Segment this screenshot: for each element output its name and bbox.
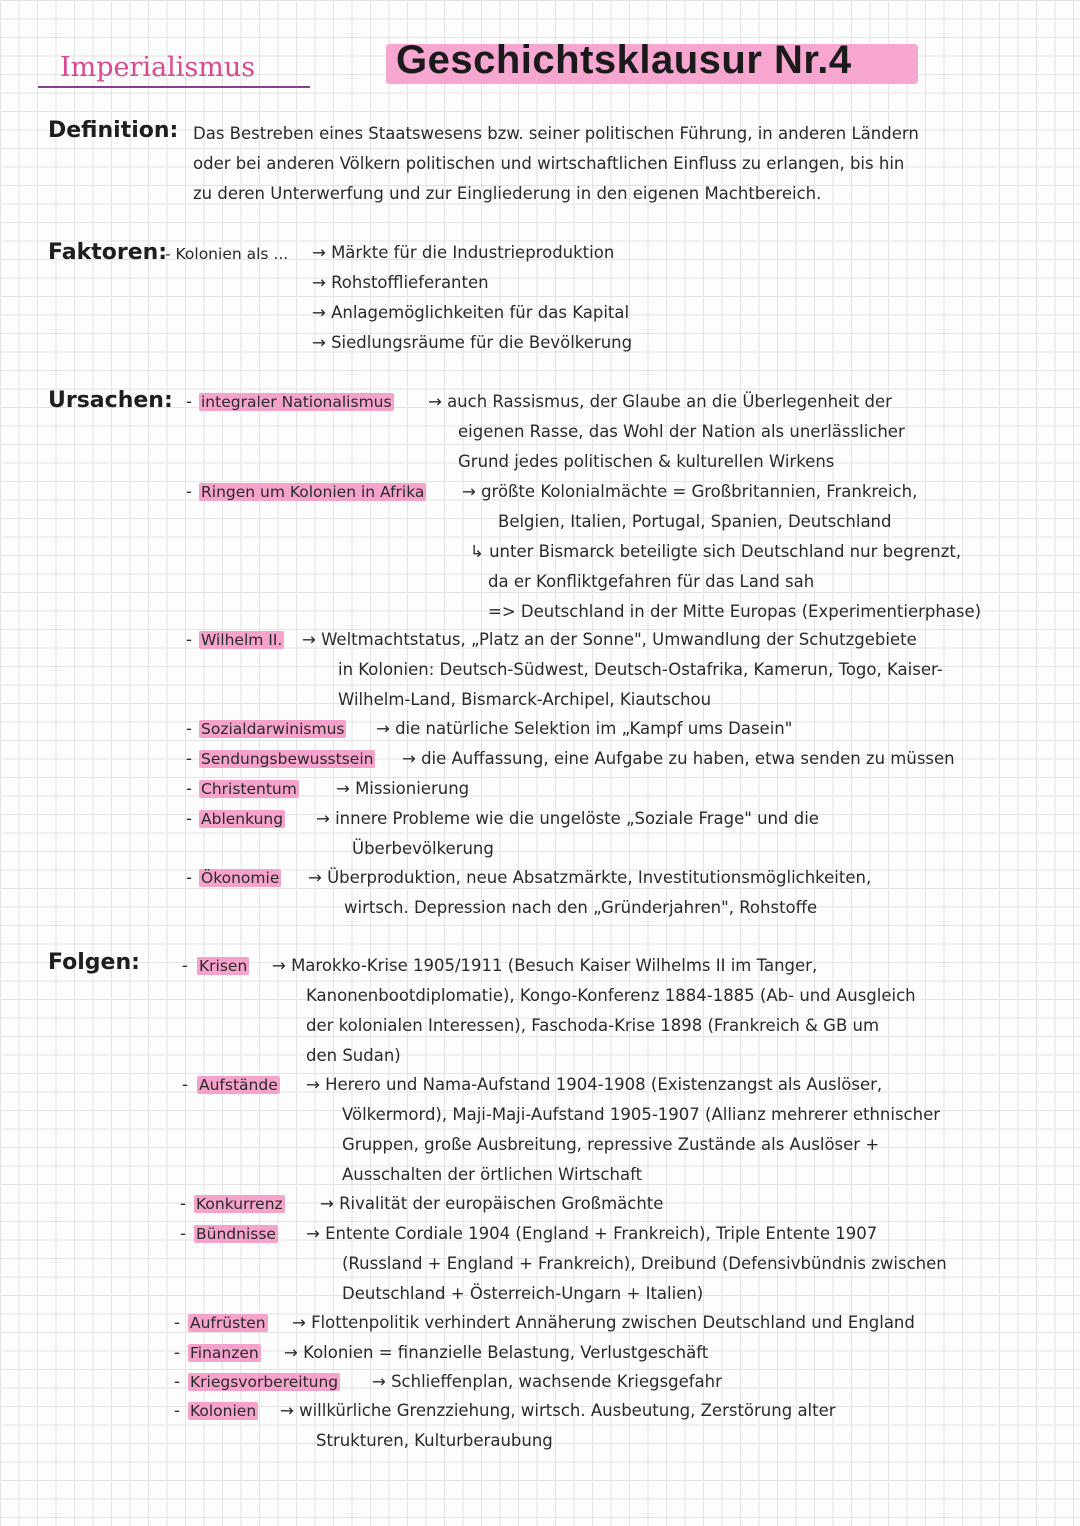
cause-line: → innere Probleme wie die ungelöste „Soziale Frage" und die [316,809,819,828]
cause-line: → die Auffassung, eine Aufgabe zu haben, etwa senden zu müssen [402,749,955,768]
list-dash: - [174,1313,180,1332]
cause-line: Belgien, Italien, Portugal, Spanien, Deutschland [498,512,892,531]
term-finanzen: Finanzen [190,1344,259,1362]
cause-line: Grund jedes politischen & kulturellen Wirkens [458,452,835,471]
list-dash: - [186,868,192,887]
consequence-line: → Kolonien = finanzielle Belastung, Verlustgeschäft [284,1343,709,1362]
term-konkurrenz: Konkurrenz [196,1195,283,1213]
cause-line: → Weltmachtstatus, „Platz an der Sonne", Umwandlung der Schutzgebiete [302,630,917,649]
faktoren-intro: - Kolonien als ... [165,245,289,263]
list-dash: - [186,809,192,828]
term-afrika: Ringen um Kolonien in Afrika [201,483,425,501]
consequence-line: → Entente Cordiale 1904 (England + Frankreich), Triple Entente 1907 [306,1224,878,1243]
term-oekonomie: Ökonomie [201,869,280,887]
consequence-line: Strukturen, Kulturberaubung [316,1431,553,1450]
folgen-label: Folgen: [48,950,140,975]
list-dash: - [174,1343,180,1362]
faktoren-item: → Anlagemöglichkeiten für das Kapital [312,303,630,322]
list-dash: - [186,749,192,768]
definition-line: Das Bestreben eines Staatswesens bzw. seiner politischen Führung, in anderen Ländern [193,124,919,143]
consequence-line: (Russland + England + Frankreich), Dreibund (Defensivbündnis zwischen [342,1254,947,1273]
term-aufruesten: Aufrüsten [190,1314,266,1332]
consequence-line: → willkürliche Grenzziehung, wirtsch. Ausbeutung, Zerstörung alter [280,1401,836,1420]
term-kriegsvorbereitung: Kriegsvorbereitung [190,1373,339,1391]
list-dash: - [186,392,192,411]
cause-line: da er Konfliktgefahren für das Land sah [488,572,815,591]
term-sozialdarwinismus: Sozialdarwinismus [201,720,345,738]
faktoren-item: → Rohstofflieferanten [312,273,489,292]
term-kolonien: Kolonien [190,1402,257,1420]
faktoren-item: → Märkte für die Industrieproduktion [312,243,615,262]
term-buendnisse: Bündnisse [196,1225,276,1243]
cause-line: Überbevölkerung [352,839,494,858]
consequence-line: Völkermord), Maji-Maji-Aufstand 1905-1907 (Allianz mehrerer ethnischer [342,1105,941,1124]
consequence-line: → Herero und Nama-Aufstand 1904-1908 (Existenzangst als Auslöser, [306,1075,883,1094]
faktoren-item: → Siedlungsräume für die Bevölkerung [312,333,633,352]
cause-line: wirtsch. Depression nach den „Gründerjahren", Rohstoffe [344,898,818,917]
definition-line: zu deren Unterwerfung und zur Eingliederung in den eigenen Machtbereich. [193,184,822,203]
consequence-line: → Flottenpolitik verhindert Annäherung zwischen Deutschland und England [292,1313,915,1332]
term-sendungsbewusstsein: Sendungsbewusstsein [201,750,374,768]
list-dash: - [174,1401,180,1420]
term-krisen: Krisen [199,957,248,975]
list-dash: - [186,779,192,798]
consequence-line: → Marokko-Krise 1905/1911 (Besuch Kaiser Wilhelms II im Tanger, [272,956,818,975]
definition-line: oder bei anderen Völkern politischen und wirtschaftlichen Einfluss zu erlangen, bis hin [193,154,905,173]
cause-line: → Überproduktion, neue Absatzmärkte, Investitutionsmöglichkeiten, [308,868,872,887]
cause-line: → Missionierung [336,779,470,798]
cause-line: → die natürliche Selektion im „Kampf ums Dasein" [376,719,793,738]
page-title: Geschichtsklausur Nr.4 [396,38,852,82]
definition-label: Definition: [48,118,179,143]
list-dash: - [180,1194,186,1213]
cause-line: in Kolonien: Deutsch-Südwest, Deutsch-Ostafrika, Kamerun, Togo, Kaiser- [338,660,943,679]
topic-heading: Imperialismus [60,52,256,83]
ursachen-label: Ursachen: [48,388,173,413]
consequence-line: Kanonenbootdiplomatie), Kongo-Konferenz 1884-1885 (Ab- und Ausgleich [306,986,916,1005]
list-dash: - [186,482,192,501]
list-dash: - [174,1372,180,1391]
cause-line: => Deutschland in der Mitte Europas (Experimentierphase) [488,602,982,621]
consequence-line: Ausschalten der örtlichen Wirtschaft [342,1165,643,1184]
list-dash: - [180,1224,186,1243]
list-dash: - [182,1075,188,1094]
consequence-line: → Schlieffenplan, wachsende Kriegsgefahr [372,1372,722,1391]
cause-line: → auch Rassismus, der Glaube an die Überlegenheit der [428,392,892,411]
consequence-line: den Sudan) [306,1046,401,1065]
list-dash: - [186,719,192,738]
consequence-line: → Rivalität der europäischen Großmächte [320,1194,664,1213]
faktoren-label: Faktoren: [48,240,168,265]
term-wilhelm: Wilhelm II. [201,631,283,649]
consequence-line: Deutschland + Österreich-Ungarn + Italien) [342,1284,704,1303]
term-nationalismus: integraler Nationalismus [201,393,392,411]
list-dash: - [182,956,188,975]
consequence-line: Gruppen, große Ausbreitung, repressive Zustände als Auslöser + [342,1135,880,1154]
consequence-line: der kolonialen Interessen), Faschoda-Krise 1898 (Frankreich & GB um [306,1016,880,1035]
term-christentum: Christentum [201,780,297,798]
cause-line: eigenen Rasse, das Wohl der Nation als unerlässlicher [458,422,905,441]
topic-underline [38,86,310,88]
cause-line: Wilhelm-Land, Bismarck-Archipel, Kiautschou [338,690,712,709]
list-dash: - [186,630,192,649]
cause-line: → größte Kolonialmächte = Großbritannien, Frankreich, [462,482,918,501]
term-ablenkung: Ablenkung [201,810,284,828]
cause-line: ↳ unter Bismarck beteiligte sich Deutschland nur begrenzt, [470,542,962,561]
term-aufstaende: Aufstände [199,1076,278,1094]
